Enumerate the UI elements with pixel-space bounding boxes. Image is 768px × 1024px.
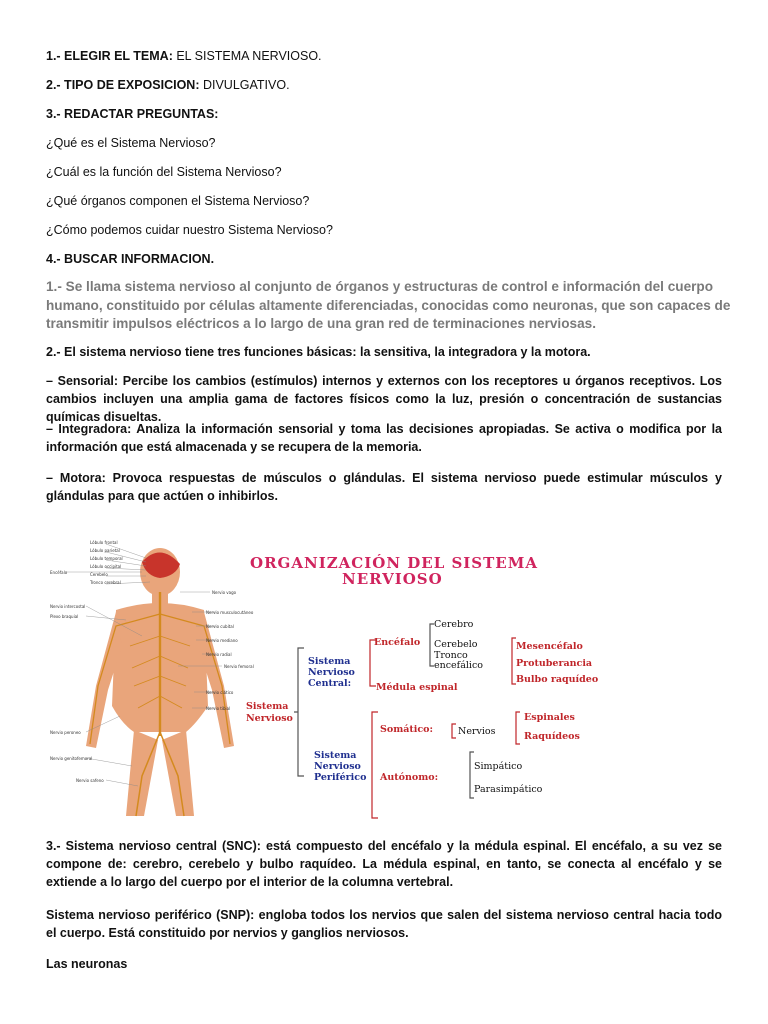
item-preguntas-label: 3.- REDACTAR PREGUNTAS: [46, 107, 219, 121]
root-sistema: Sistema [246, 701, 289, 712]
label-nervio-radial: Nervio radial [206, 652, 232, 657]
label-nervio-intercostal: Nervio intercostal [50, 604, 86, 609]
label-nervio-cubital: Nervio cubital [206, 624, 234, 629]
label-nervio-ciatico: Nervio ciático [206, 690, 234, 695]
label-tronco-cerebral: Tronco cerebral [90, 580, 121, 585]
nervios-label: Nervios [458, 726, 496, 737]
item-tipo-label: 2.- TIPO DE EXPOSICION: [46, 78, 200, 92]
raquideos-label: Raquídeos [524, 731, 580, 742]
snp-brace [372, 712, 378, 818]
snp-paragraph: Sistema nervioso periférico (SNP): engloba todos los nervios que salen del sistema nervioso central hacia todo el cuerpo. Está constituido por nervios y ganglios nerviosos. [46, 908, 722, 940]
item-tema-value: EL SISTEMA NERVIOSO. [172, 49, 322, 63]
label-lobulo-occipital: Lóbulo occipital [90, 564, 122, 569]
question-2: ¿Cuál es la función del Sistema Nervioso? [46, 165, 282, 179]
neuronas-heading: Las neuronas [46, 957, 128, 971]
definition-paragraph: 1.- Se llama sistema nervioso al conjunto de órganos y estructuras de control e información del cuerpo humano, constituido por células altamente diferenciadas, conocidas como neuronas, que son capaces de transmitir impulsos eléctricos a lo largo de una gran red de terminaciones nerviosas. [46, 279, 731, 331]
autonomo-label: Autónomo: [380, 772, 439, 783]
parasimpatico-label: Parasimpático [474, 784, 543, 795]
snc-label-2: Nervioso [308, 667, 355, 678]
snc-paragraph: 3.- Sistema nervioso central (SNC): está compuesto del encéfalo y la médula espinal. El encéfalo, a su vez se compone de: cerebro, cerebelo y bulbo raquídeo. La médula espinal, en tanto, se conecta al encéfalo y se extiende a lo largo del cuerpo por el interior de la columna vertebral. [46, 839, 722, 889]
snc-label-3: Central: [308, 678, 352, 689]
encefalo-label: Encéfalo [374, 637, 421, 648]
tronco-label-1: Tronco [434, 650, 468, 661]
tronco-label-2: encefálico [434, 660, 483, 671]
figure-svg [46, 536, 602, 820]
label-cerebelo: Cerebelo [90, 572, 108, 577]
root-nervioso: Nervioso [246, 713, 293, 724]
item-tema [46, 48, 322, 64]
functions-intro: 2.- El sistema nervioso tiene tres funciones básicas: la sensitiva, la integradora y la motora. [46, 345, 591, 359]
snp-label-2: Nervioso [314, 761, 361, 772]
human-body-illustration [86, 548, 234, 816]
label-lobulo-temporal: Lóbulo temporal [90, 556, 123, 561]
label-nervio-safeno: Nervio safeno [76, 778, 104, 783]
item-preguntas [46, 106, 218, 122]
item-buscar [46, 251, 214, 267]
simpatico-label: Simpático [474, 761, 523, 772]
item-buscar-label: 4.- BUSCAR INFORMACION. [46, 252, 215, 266]
label-lobulo-parietal: Lóbulo parietal [90, 548, 120, 553]
item-tipo [46, 77, 290, 93]
cerebro-label: Cerebro [434, 619, 474, 630]
question-4: ¿Cómo podemos cuidar nuestro Sistema Nervioso? [46, 223, 333, 237]
label-nervio-peroneo: Nervio peroneo [50, 730, 81, 735]
root-brace [294, 648, 304, 776]
label-nervio-femoral: Nervio femoral [224, 664, 254, 669]
snp-label-3: Periférico [314, 772, 367, 783]
snp-label-1: Sistema [314, 750, 357, 761]
item-tema-label: 1.- ELEGIR EL TEMA: [46, 49, 173, 63]
label-nervio-genitofemoral: Nervio genitofemoral [50, 756, 93, 761]
somatico-brace [452, 724, 456, 738]
figure-title-line1: ORGANIZACIÓN DEL SISTEMA [250, 554, 538, 572]
function-sensorial: – Sensorial: Percibe los cambios (estímulos) internos y externos con los receptores u órganos receptivos. Los cambios incluyen una amplia gama de factores físicos como la luz, presión o concentración de sustancias químicas disueltas. [46, 374, 722, 424]
label-nervio-vago: Nervio vago [212, 590, 237, 595]
question-3: ¿Qué órganos componen el Sistema Nervioso? [46, 194, 310, 208]
item-tipo-value: DIVULGATIVO. [199, 78, 290, 92]
label-lobulo-frontal: Lóbulo frontal [90, 540, 118, 545]
somatico-label: Somático: [380, 724, 434, 735]
snc-label-1: Sistema [308, 656, 351, 667]
medula-label: Médula espinal [376, 682, 458, 693]
nervous-system-figure [46, 536, 602, 820]
label-nervio-mediano: Nervio mediano [206, 638, 238, 643]
function-integradora: – Integradora: Analiza la información sensorial y toma las decisiones apropiadas. Se activa o modifica por la información que está almacenada y se recupera de la memoria. [46, 422, 722, 454]
label-nervio-tibial: Nervio tibial [206, 706, 231, 711]
cerebelo-label: Cerebelo [434, 639, 478, 650]
function-motora: – Motora: Provoca respuestas de músculos o glándulas. El sistema nervioso puede estimular músculos y glándulas para que actúen o inhibirlos. [46, 471, 722, 503]
nervios-brace [516, 712, 520, 744]
figure-title-line2: NERVIOSO [342, 570, 443, 588]
bulbo-label: Bulbo raquídeo [516, 674, 599, 685]
label-nervio-musculocutaneo: Nervio musculocutáneo [206, 610, 254, 615]
label-encefalo: Encéfalo [50, 570, 68, 575]
espinales-label: Espinales [524, 712, 575, 723]
question-1: ¿Qué es el Sistema Nervioso? [46, 136, 216, 150]
mesencefalo-label: Mesencéfalo [516, 641, 583, 652]
label-plexo-braquial: Plexo braquial [50, 614, 79, 619]
protuberancia-label: Protuberancia [516, 658, 593, 669]
